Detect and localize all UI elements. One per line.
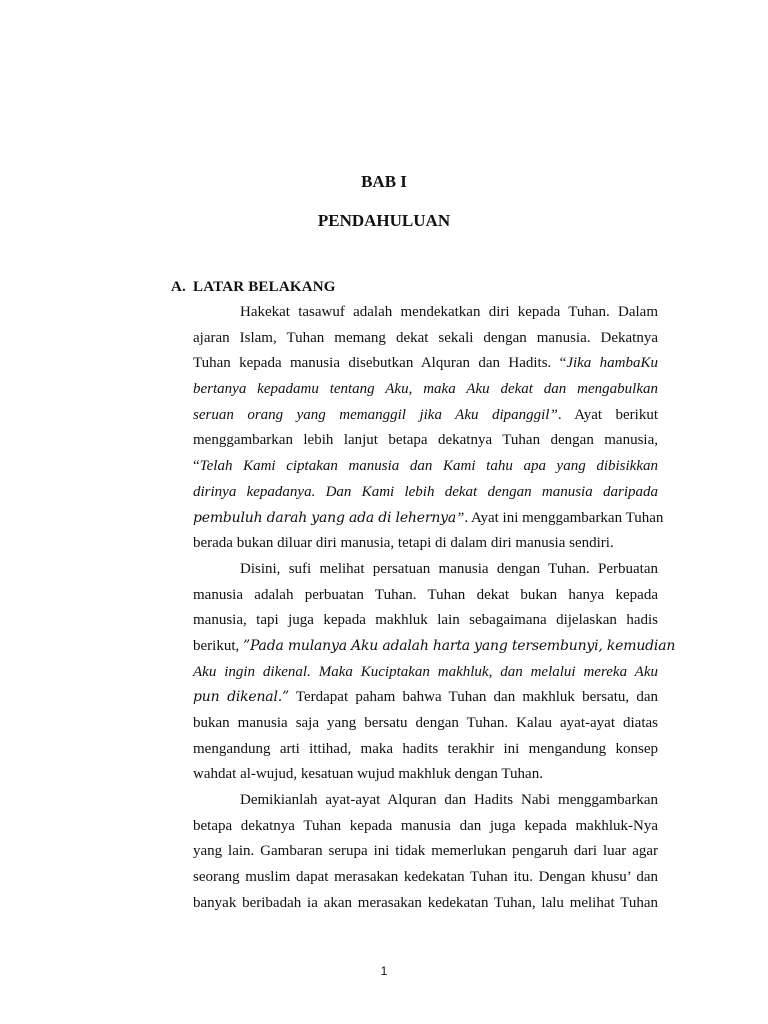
- text-line: [193, 685, 658, 711]
- text-line: [193, 428, 658, 454]
- paragraph: [193, 300, 664, 557]
- text-line: [193, 480, 658, 506]
- text-line: [193, 351, 658, 377]
- italic-text: pembuluh darah yang ada di lehernya: [193, 509, 456, 526]
- text-line: [193, 839, 658, 865]
- italic-text: Telah Kami ciptakan manusia dan Kami tahu apa yang dibisikkan: [199, 458, 658, 475]
- text-line: [193, 583, 658, 609]
- italic-text: Jika hambaKu: [566, 355, 658, 372]
- text-run: berikut,: [193, 637, 243, 654]
- text-run: betapa dekatnya Tuhan kepada manusia dan juga kepada makhluk-Nya: [193, 817, 658, 834]
- text-line: [193, 788, 658, 814]
- text-line: [193, 506, 664, 532]
- italic-text: ”Pada mulanya Aku adalah harta yang tersembunyi, kemudian: [243, 637, 676, 654]
- text-line: [193, 326, 658, 352]
- page-number: 1: [380, 964, 388, 978]
- text-line: [193, 711, 658, 737]
- paragraph: [193, 557, 676, 788]
- text-run: Hakekat tasawuf adalah mendekatkan diri kepada Tuhan. Dalam: [240, 304, 658, 320]
- text-run: Terdapat paham bahwa Tuhan dan makhluk bersatu, dan: [288, 689, 658, 706]
- italic-text: pun dikenal.”: [193, 689, 289, 706]
- text-run: manusia, tapi juga kepada makhluk lain sebagaimana dijelaskan hadis: [193, 612, 658, 629]
- text-line: [193, 557, 658, 583]
- section-heading-text: LATAR BELAKANG: [193, 279, 336, 295]
- body-text: [193, 300, 676, 917]
- text-run: menggambarkan lebih lanjut betapa dekatnya Tuhan dengan manusia,: [193, 432, 658, 449]
- italic-text: dirinya kepadanya. Dan Kami lebih dekat dengan manusia daripada: [193, 483, 658, 500]
- text-run: . Ayat berikut: [557, 406, 658, 423]
- text-run: banyak beribadah ia akan merasakan kedekatan Tuhan, lalu melihat Tuhan: [193, 894, 658, 911]
- text-line: [193, 891, 658, 917]
- text-line: [193, 865, 658, 891]
- text-line: [193, 814, 658, 840]
- text-run: mengandung arti ittihad, maka hadits terakhir ini mengandung konsep: [193, 740, 658, 757]
- text-line: [193, 454, 658, 480]
- text-line: [193, 531, 658, 557]
- chapter-title: PENDAHULUAN: [317, 211, 451, 230]
- text-line: [193, 634, 676, 660]
- text-run: “: [193, 458, 200, 475]
- text-run: berada bukan diluar diri manusia, tetapi di dalam diri manusia sendiri.: [193, 535, 614, 552]
- chapter-number: BAB I: [361, 172, 407, 191]
- italic-text: Aku ingin dikenal. Maka Kuciptakan makhluk, dan melalui mereka Aku: [193, 663, 658, 680]
- italic-text: seruan orang yang memanggil jika Aku dipanggil: [193, 406, 550, 423]
- text-run: yang lain. Gambaran serupa ini tidak memerlukan pengaruh dari luar agar: [193, 843, 658, 860]
- text-run: wahdat al-wujud, kesatuan wujud makhluk dengan Tuhan.: [193, 766, 543, 783]
- text-line: [193, 300, 658, 326]
- text-line: [193, 737, 658, 763]
- text-line: [193, 660, 658, 686]
- text-line: [193, 608, 658, 634]
- text-line: [193, 762, 658, 788]
- italic-text: ”: [456, 509, 465, 526]
- text-run: seorang muslim dapat merasakan kedekatan Tuhan itu. Dengan khusu’ dan: [193, 869, 658, 886]
- text-run: bukan manusia saja yang bersatu dengan Tuhan. Kalau ayat-ayat diatas: [193, 715, 658, 731]
- text-run: ajaran Islam, Tuhan memang dekat sekali dengan manusia. Dekatnya: [193, 329, 658, 346]
- paragraph: [193, 788, 658, 916]
- text-run: Disini, sufi melihat persatuan manusia dengan Tuhan. Perbuatan: [240, 560, 658, 577]
- text-line: [193, 403, 658, 429]
- text-run: Tuhan kepada manusia disebutkan Alquran dan Hadits. “: [193, 355, 567, 372]
- italic-text: ”: [549, 406, 558, 423]
- italic-text: bertanya kepadamu tentang Aku, maka Aku dekat dan mengabulkan: [193, 381, 658, 398]
- text-run: . Ayat ini menggambarkan Tuhan: [464, 509, 664, 526]
- text-run: manusia adalah perbuatan Tuhan. Tuhan dekat bukan hanya kepada: [193, 586, 658, 603]
- text-run: Demikianlah ayat-ayat Alquran dan Hadits Nabi menggambarkan: [240, 792, 658, 809]
- section-heading: [171, 279, 336, 296]
- text-line: [193, 377, 658, 403]
- section-marker: A.: [171, 279, 186, 295]
